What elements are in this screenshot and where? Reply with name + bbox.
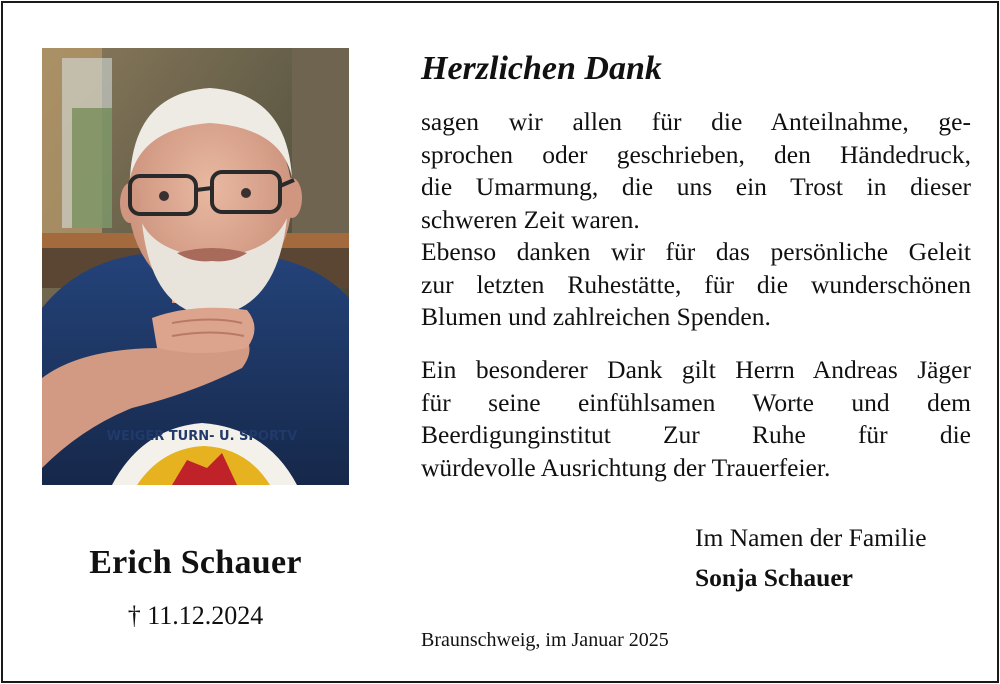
- thanks-paragraph-2: [421, 354, 971, 484]
- paragraph-line: schweren Zeit waren.: [421, 204, 640, 234]
- shirt-print: WEIGER TURN- U. SPORTV: [106, 429, 298, 444]
- paragraph-line: würdevolle Ausrichtung der Trauerfeier.: [421, 452, 831, 482]
- paragraph-line: die Umarmung, die uns ein Trost in dieser: [421, 172, 971, 201]
- paragraph-line: sagen wir allen für die Anteilnahme, ge-: [421, 107, 971, 136]
- paragraph-line: zur letzten Ruhestätte, für die wunderschönen: [421, 269, 971, 299]
- deceased-name: Erich Schauer: [89, 544, 302, 581]
- thanks-paragraph-1: [421, 106, 971, 334]
- paragraph-line: Ebenso danken wir für das persönliche Geleit: [421, 237, 971, 266]
- paragraph-line: sprochen oder geschrieben, den Händedruck,: [421, 139, 971, 169]
- notice-heading: Herzlichen Dank: [421, 50, 662, 87]
- paragraph-line: Blumen und zahlreichen Spenden.: [421, 302, 771, 331]
- death-date: † 11.12.2024: [127, 601, 264, 630]
- paragraph-line: Beerdigunginstitut Zur Ruhe für die: [421, 420, 971, 449]
- place-date: Braunschweig, im Januar 2025: [421, 629, 669, 651]
- paragraph-line: für seine einfühlsamen Worte und dem: [421, 387, 971, 417]
- portrait-photo: [42, 48, 349, 485]
- paragraph-line: Ein besonderer Dank gilt Herrn Andreas Jäger: [421, 355, 971, 384]
- signature-intro: Im Namen der Familie: [695, 523, 927, 552]
- signature-name: Sonja Schauer: [695, 563, 853, 592]
